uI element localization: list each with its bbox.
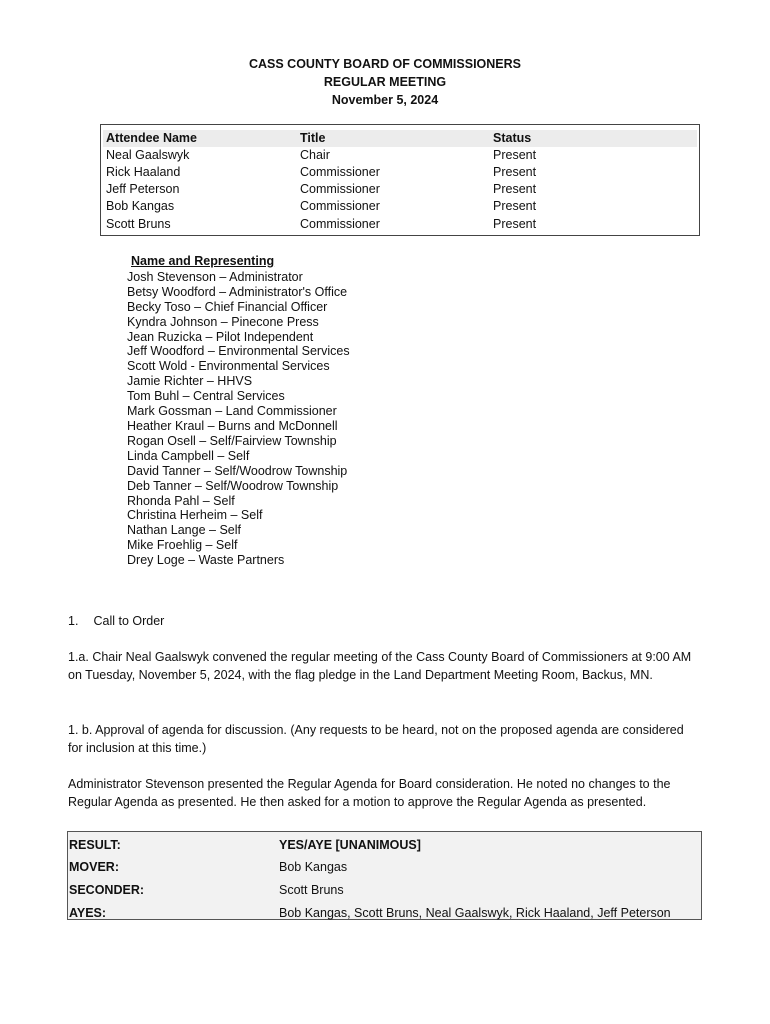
column-header-status: Status — [493, 131, 532, 145]
table-row — [103, 198, 697, 215]
attendee-name: Rick Haaland — [106, 165, 181, 179]
attendee-status: Present — [493, 182, 537, 196]
vote-value: Bob Kangas, Scott Bruns, Neal Gaalswyk, Rick Haaland, Jeff Peterson — [279, 906, 671, 920]
list-item: Christina Herheim – Self — [127, 508, 263, 523]
attendee-status: Present — [493, 217, 537, 231]
attendance-header-row — [103, 130, 697, 147]
list-item: Mark Gossman – Land Commissioner — [127, 404, 337, 419]
list-item: Becky Toso – Chief Financial Officer — [127, 299, 328, 314]
attendee-name: Jeff Peterson — [106, 182, 180, 196]
header-board-name: CASS COUNTY BOARD OF COMMISSIONERS — [248, 57, 521, 71]
table-row — [103, 164, 697, 181]
list-item: Jamie Richter – HHVS — [127, 374, 253, 389]
vote-label: AYES: — [69, 906, 107, 920]
guest-list — [127, 254, 350, 568]
list-item: Nathan Lange – Self — [127, 523, 241, 538]
attendee-status: Present — [493, 148, 537, 162]
list-item: Mike Froehlig – Self — [127, 538, 238, 553]
vote-row-mover — [68, 856, 701, 878]
table-row — [103, 181, 697, 198]
list-item: David Tanner – Self/Woodrow Township — [127, 463, 348, 478]
attendee-name: Scott Bruns — [106, 217, 171, 231]
attendee-title: Commissioner — [300, 217, 380, 231]
vote-value: Bob Kangas — [279, 860, 348, 874]
list-item: Linda Campbell – Self — [127, 448, 250, 463]
vote-result-table — [67, 831, 702, 920]
vote-value: YES/AYE [UNANIMOUS] — [279, 838, 421, 852]
attendee-status: Present — [493, 199, 537, 213]
table-row — [103, 216, 697, 233]
column-header-title: Title — [300, 131, 326, 145]
attendee-title: Chair — [300, 148, 330, 162]
list-item: Josh Stevenson – Administrator — [127, 269, 303, 284]
attendee-title: Commissioner — [300, 199, 380, 213]
vote-label: SECONDER: — [69, 883, 145, 897]
list-item: Deb Tanner – Self/Woodrow Township — [127, 478, 339, 493]
list-item: Jean Ruzicka – Pilot Independent — [127, 329, 314, 344]
list-item: Jeff Woodford – Environmental Services — [127, 344, 350, 359]
list-item: Kyndra Johnson – Pinecone Press — [127, 314, 319, 329]
attendee-title: Commissioner — [300, 182, 380, 196]
paragraph-agenda-approval: 1. b. Approval of agenda for discussion. (Any requests to be heard, not on the proposed agenda are considered for inclusion at this time.) — [68, 723, 684, 755]
attendee-name: Bob Kangas — [106, 199, 175, 213]
vote-row-seconder — [68, 879, 701, 901]
agenda-item-title: Call to Order — [93, 614, 165, 628]
list-item: Betsy Woodford – Administrator's Office — [127, 284, 348, 299]
attendee-status: Present — [493, 165, 537, 179]
header-meeting-date: November 5, 2024 — [331, 93, 439, 107]
paragraph-administrator-presentation: Administrator Stevenson presented the Regular Agenda for Board consideration. He noted no changes to the Regular Agenda as presented. He then asked for a motion to approve the Regular Agenda as presented. — [68, 777, 671, 809]
table-row — [103, 147, 697, 164]
agenda-item-number: 1. — [68, 614, 79, 628]
list-item: Heather Kraul – Burns and McDonnell — [127, 418, 338, 433]
header-meeting-type: REGULAR MEETING — [323, 75, 447, 89]
attendance-table — [100, 124, 700, 236]
document-header — [0, 55, 770, 109]
agenda-item-call-to-order — [68, 612, 698, 630]
list-item: Rogan Osell – Self/Fairview Township — [127, 433, 337, 448]
list-item: Rhonda Pahl – Self — [127, 493, 235, 508]
column-header-name: Attendee Name — [106, 131, 197, 145]
vote-row-ayes — [68, 902, 701, 924]
paragraph-convened: 1.a. Chair Neal Gaalswyk convened the regular meeting of the Cass County Board of Commissioners at 9:00 AM on Tuesday, November 5, 2024, with the flag pledge in the Land Department Meeting Room, Backus, MN. — [68, 650, 692, 682]
guest-list-title: Name and Representing — [131, 254, 275, 268]
vote-row-result — [68, 834, 701, 856]
vote-label: MOVER: — [69, 860, 119, 874]
vote-label: RESULT: — [69, 838, 121, 852]
attendee-title: Commissioner — [300, 165, 380, 179]
attendee-name: Neal Gaalswyk — [106, 148, 190, 162]
list-item: Tom Buhl – Central Services — [127, 389, 285, 404]
vote-value: Scott Bruns — [279, 883, 344, 897]
list-item: Scott Wold - Environmental Services — [127, 359, 330, 374]
list-item: Drey Loge – Waste Partners — [127, 553, 285, 568]
